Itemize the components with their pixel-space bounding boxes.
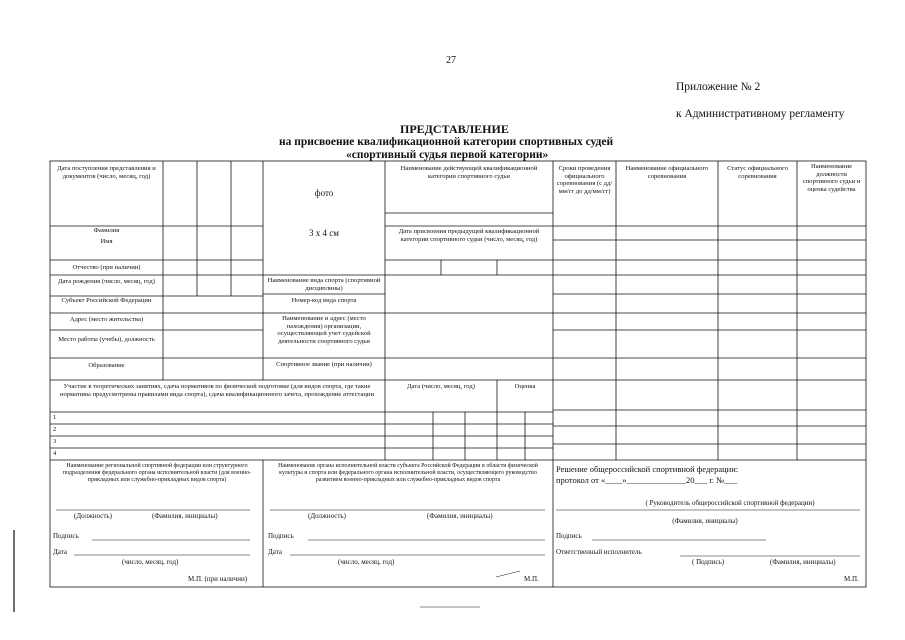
date-hint: (число, месяц, год) bbox=[338, 558, 395, 566]
theory-description: Участие в теоретических занятиях, сдача нормативов по физической подготовке (для видов спорта, где такие нормативы предусмотрены правилами вида спорта), сдача квалификационного зачета, прохождение аттестации bbox=[59, 383, 374, 398]
sport-name-label: Наименование вида спорта (спортивной дисциплины) bbox=[267, 277, 381, 292]
doc-title: ПРЕДСТАВЛЕНИЕ bbox=[400, 122, 509, 136]
theory-date-header: Дата (число, месяц, год) bbox=[407, 383, 475, 390]
theory-score-header: Оценка bbox=[514, 383, 536, 390]
signature-label: Подпись bbox=[556, 532, 582, 540]
appendix-subtitle: к Административному регламенту bbox=[676, 108, 845, 120]
patronymic-label: Отчество (при наличии) bbox=[72, 264, 141, 271]
protocol-line: протокол от «____»______________20___ г. №___ bbox=[556, 475, 737, 485]
date-label: Дата bbox=[268, 548, 282, 556]
judge-role-header: Наименование должности спортивного судьи и оценка судейства bbox=[802, 163, 861, 193]
surname-label: Фамилия bbox=[93, 227, 120, 234]
page-number: 27 bbox=[446, 55, 456, 66]
decision-label: Решение общероссийской спортивной федерации: bbox=[556, 464, 739, 474]
sport-title-label: Спортивное звание (при наличии) bbox=[276, 361, 372, 368]
sport-code-label: Номер-код вида спорта bbox=[291, 297, 357, 304]
competition-dates-header: Сроки проведения официального соревнования (с дд/мм/гг до дд/мм/гг) bbox=[556, 165, 613, 195]
stamp-label: М.П. (при наличии) bbox=[188, 575, 248, 583]
region-label: Субъект Российской Федерации bbox=[61, 297, 152, 304]
theory-row-number: 4 bbox=[53, 450, 57, 457]
work-place-label: Место работы (учебы), должность bbox=[58, 336, 155, 343]
stamp-label: М.П. bbox=[524, 575, 539, 583]
gov-body-heading: Наименование органа исполнительной власти субъекта Российской Федерации в области физической культуры и спорта или федерального органа исполнительной власти, осуществляющего руководство развитием военно-прикладных или служебно-прикладных видов спорта bbox=[278, 463, 538, 483]
federation-heading: Наименование региональной спортивной федерации или структурного подразделения федерального органа исполнительной власти (для военно-прикладных или служебно-прикладных видов спорта) bbox=[62, 463, 252, 483]
competition-status-header: Статус официального соревнования bbox=[727, 165, 788, 180]
date-hint: (число, месяц, год) bbox=[122, 558, 179, 566]
competition-name-header: Наименование официального соревнования bbox=[625, 165, 709, 180]
current-category-label: Наименование действующей квалификационной категории спортивного судьи bbox=[400, 165, 538, 180]
theory-row-number: 1 bbox=[53, 414, 57, 421]
head-signature-label: ( Руководитель общероссийской спортивной федерации) bbox=[645, 499, 815, 507]
signature-hint: ( Подпись) bbox=[692, 558, 725, 566]
theory-row-number: 2 bbox=[53, 426, 57, 433]
doc-title-line3: «спортивный судья первой категории» bbox=[346, 149, 549, 161]
signature-label: Подпись bbox=[268, 532, 294, 540]
fio-hint: (Фамилия, инициалы) bbox=[152, 512, 218, 520]
signature-label: Подпись bbox=[53, 532, 79, 540]
photo-label: фото bbox=[314, 188, 334, 198]
position-hint: (Должность) bbox=[74, 512, 112, 520]
doc-title-line2: на присвоение квалификационной категории спортивных судей bbox=[279, 136, 614, 148]
date-label: Дата bbox=[53, 548, 67, 556]
fio-hint: (Фамилия, инициалы) bbox=[427, 512, 493, 520]
position-hint: (Должность) bbox=[308, 512, 346, 520]
address-label: Адрес (место жительства) bbox=[69, 316, 144, 323]
prev-category-date-label: Дата присвоения предыдущей квалификационной категории спортивного судьи (число, месяц, год) bbox=[398, 228, 540, 243]
executor-label: Ответственный исполнитель bbox=[556, 548, 642, 556]
theory-row-number: 3 bbox=[53, 438, 57, 445]
name-label: Имя bbox=[100, 238, 113, 245]
head-fio-label: (Фамилия, инициалы) bbox=[672, 517, 738, 525]
date-received-label: Дата поступления представления и документов (число, месяц, год) bbox=[57, 165, 156, 180]
education-label: Образование bbox=[88, 362, 125, 369]
stamp-corner-label: М.П. bbox=[844, 575, 859, 583]
appendix-title: Приложение № 2 bbox=[676, 81, 761, 93]
birth-date-label: Дата рождения (число, месяц, год) bbox=[58, 278, 155, 285]
fio-hint: (Фамилия, инициалы) bbox=[770, 558, 836, 566]
photo-size: 3 х 4 см bbox=[309, 228, 339, 238]
org-address-label: Наименование и адрес (место нахождения) организации, осуществляющей учет судейской деятельности спортивного судьи bbox=[277, 315, 371, 345]
